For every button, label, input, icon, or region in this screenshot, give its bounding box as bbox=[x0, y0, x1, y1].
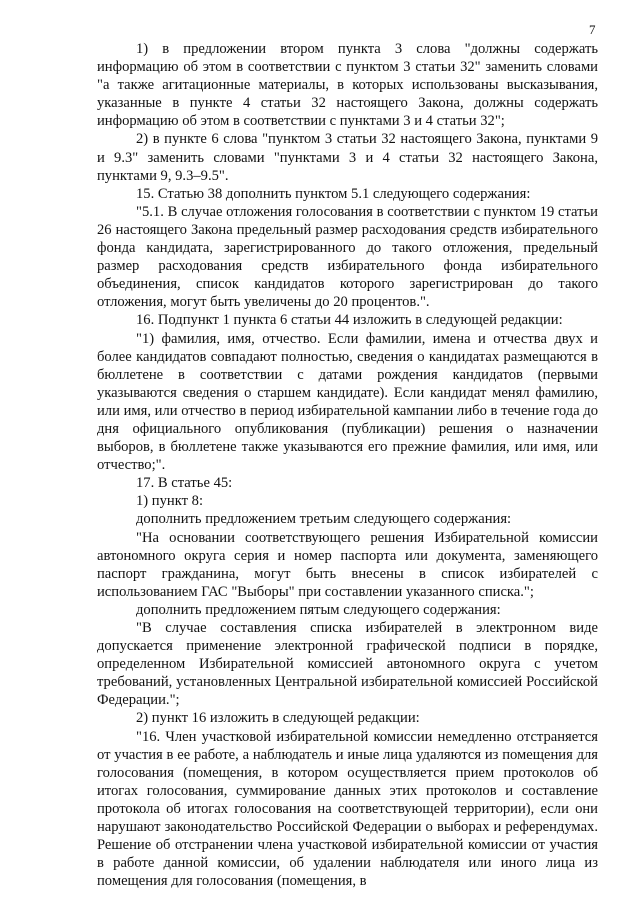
paragraph-6: "1) фамилия, имя, отчество. Если фамилии, имена и отчества двух и более кандидатов совпадают полностью, сведения о кандидатах размещаются в бюллетене в соответствии с датами рождения кандидатов (первыми указываются сведения о старшем кандидате). Если кандидат менял фамилию, или имя, или отчество в период избирательной кампании либо в течение года до дня официального опубликования (публикации) решения о назначении выборов, в бюллетене также указываются его прежние фамилия, или имя, или отчество;". bbox=[97, 330, 598, 474]
page-number: 7 bbox=[589, 22, 596, 37]
paragraph-14: "16. Член участковой избирательной комиссии немедленно отстраняется от участия в ее работе, а наблюдатель и иные лица удаляются из помещения для голосования (помещения, в котором осуществляется прием протоколов об итогах голосования, суммирование данных этих протоколов и составление протокола об итогах голосования на соответствующей территории), если они нарушают законодательство Российской Федерации о выборах и референдумах. Решение об отстранении члена участковой избирательной комиссии от участия в работе данной комиссии, об удалении наблюдателя или иного лица из помещения для голосования (помещения, в bbox=[97, 728, 598, 890]
paragraph-4: "5.1. В случае отложения голосования в соответствии с пунктом 19 статьи 26 настоящего Закона предельный размер расходования средств избирательного фонда кандидата, зарегистрированного до такого отложения, предельный размер расходования средств избирательного фонда избирательного объединения, список кандидатов которого зарегистрирован до такого отложения, могут быть увеличены до 20 процентов.". bbox=[97, 203, 598, 311]
paragraph-3: 15. Статью 38 дополнить пунктом 5.1 следующего содержания: bbox=[136, 185, 531, 202]
paragraph-12: "В случае составления списка избирателей в электронном виде допускается применение электронной графической подписи в порядке, определенном Избирательной комиссией автономного округа с учетом требований, установленных Центральной избирательной комиссией Российской Федерации."; bbox=[97, 620, 598, 709]
paragraph-10: "На основании соответствующего решения Избирательной комиссии автономного округа серия и номер паспорта или документа, заменяющего паспорт гражданина, могут быть внесены в список избирателей с использованием ГАС "Выборы" при составлении указанного списка."; bbox=[97, 529, 598, 600]
paragraph-13: 2) пункт 16 изложить в следующей редакции: bbox=[136, 710, 420, 727]
paragraph-5: 16. Подпункт 1 пункта 6 статьи 44 изложить в следующей редакции: bbox=[136, 312, 563, 329]
paragraph-7: 17. В статье 45: bbox=[136, 475, 233, 492]
paragraph-1: 1) в предложении втором пункта 3 слова "должны содержать информацию об этом в соответствии с пунктом 3 статьи 32" заменить словами "а также агитационные материалы, в которых использованы высказывания, указанные в пункте 4 статьи 32 настоящего Закона, должны содержать информацию об этом в соответствии с пунктами 3 и 4 статьи 32"; bbox=[97, 41, 598, 130]
paragraph-9: дополнить предложением третьим следующего содержания: bbox=[136, 511, 512, 528]
paragraph-2: 2) в пункте 6 слова "пунктом 3 статьи 32 настоящего Закона, пунктами 9 и 9.3" заменить словами "пунктами 3 и 4 статьи 32 настоящего Закона, пунктами 9, 9.3–9.5". bbox=[97, 131, 598, 184]
paragraph-11: дополнить предложением пятым следующего содержания: bbox=[136, 601, 501, 618]
paragraph-8: 1) пункт 8: bbox=[136, 493, 203, 510]
page-body bbox=[97, 40, 598, 890]
